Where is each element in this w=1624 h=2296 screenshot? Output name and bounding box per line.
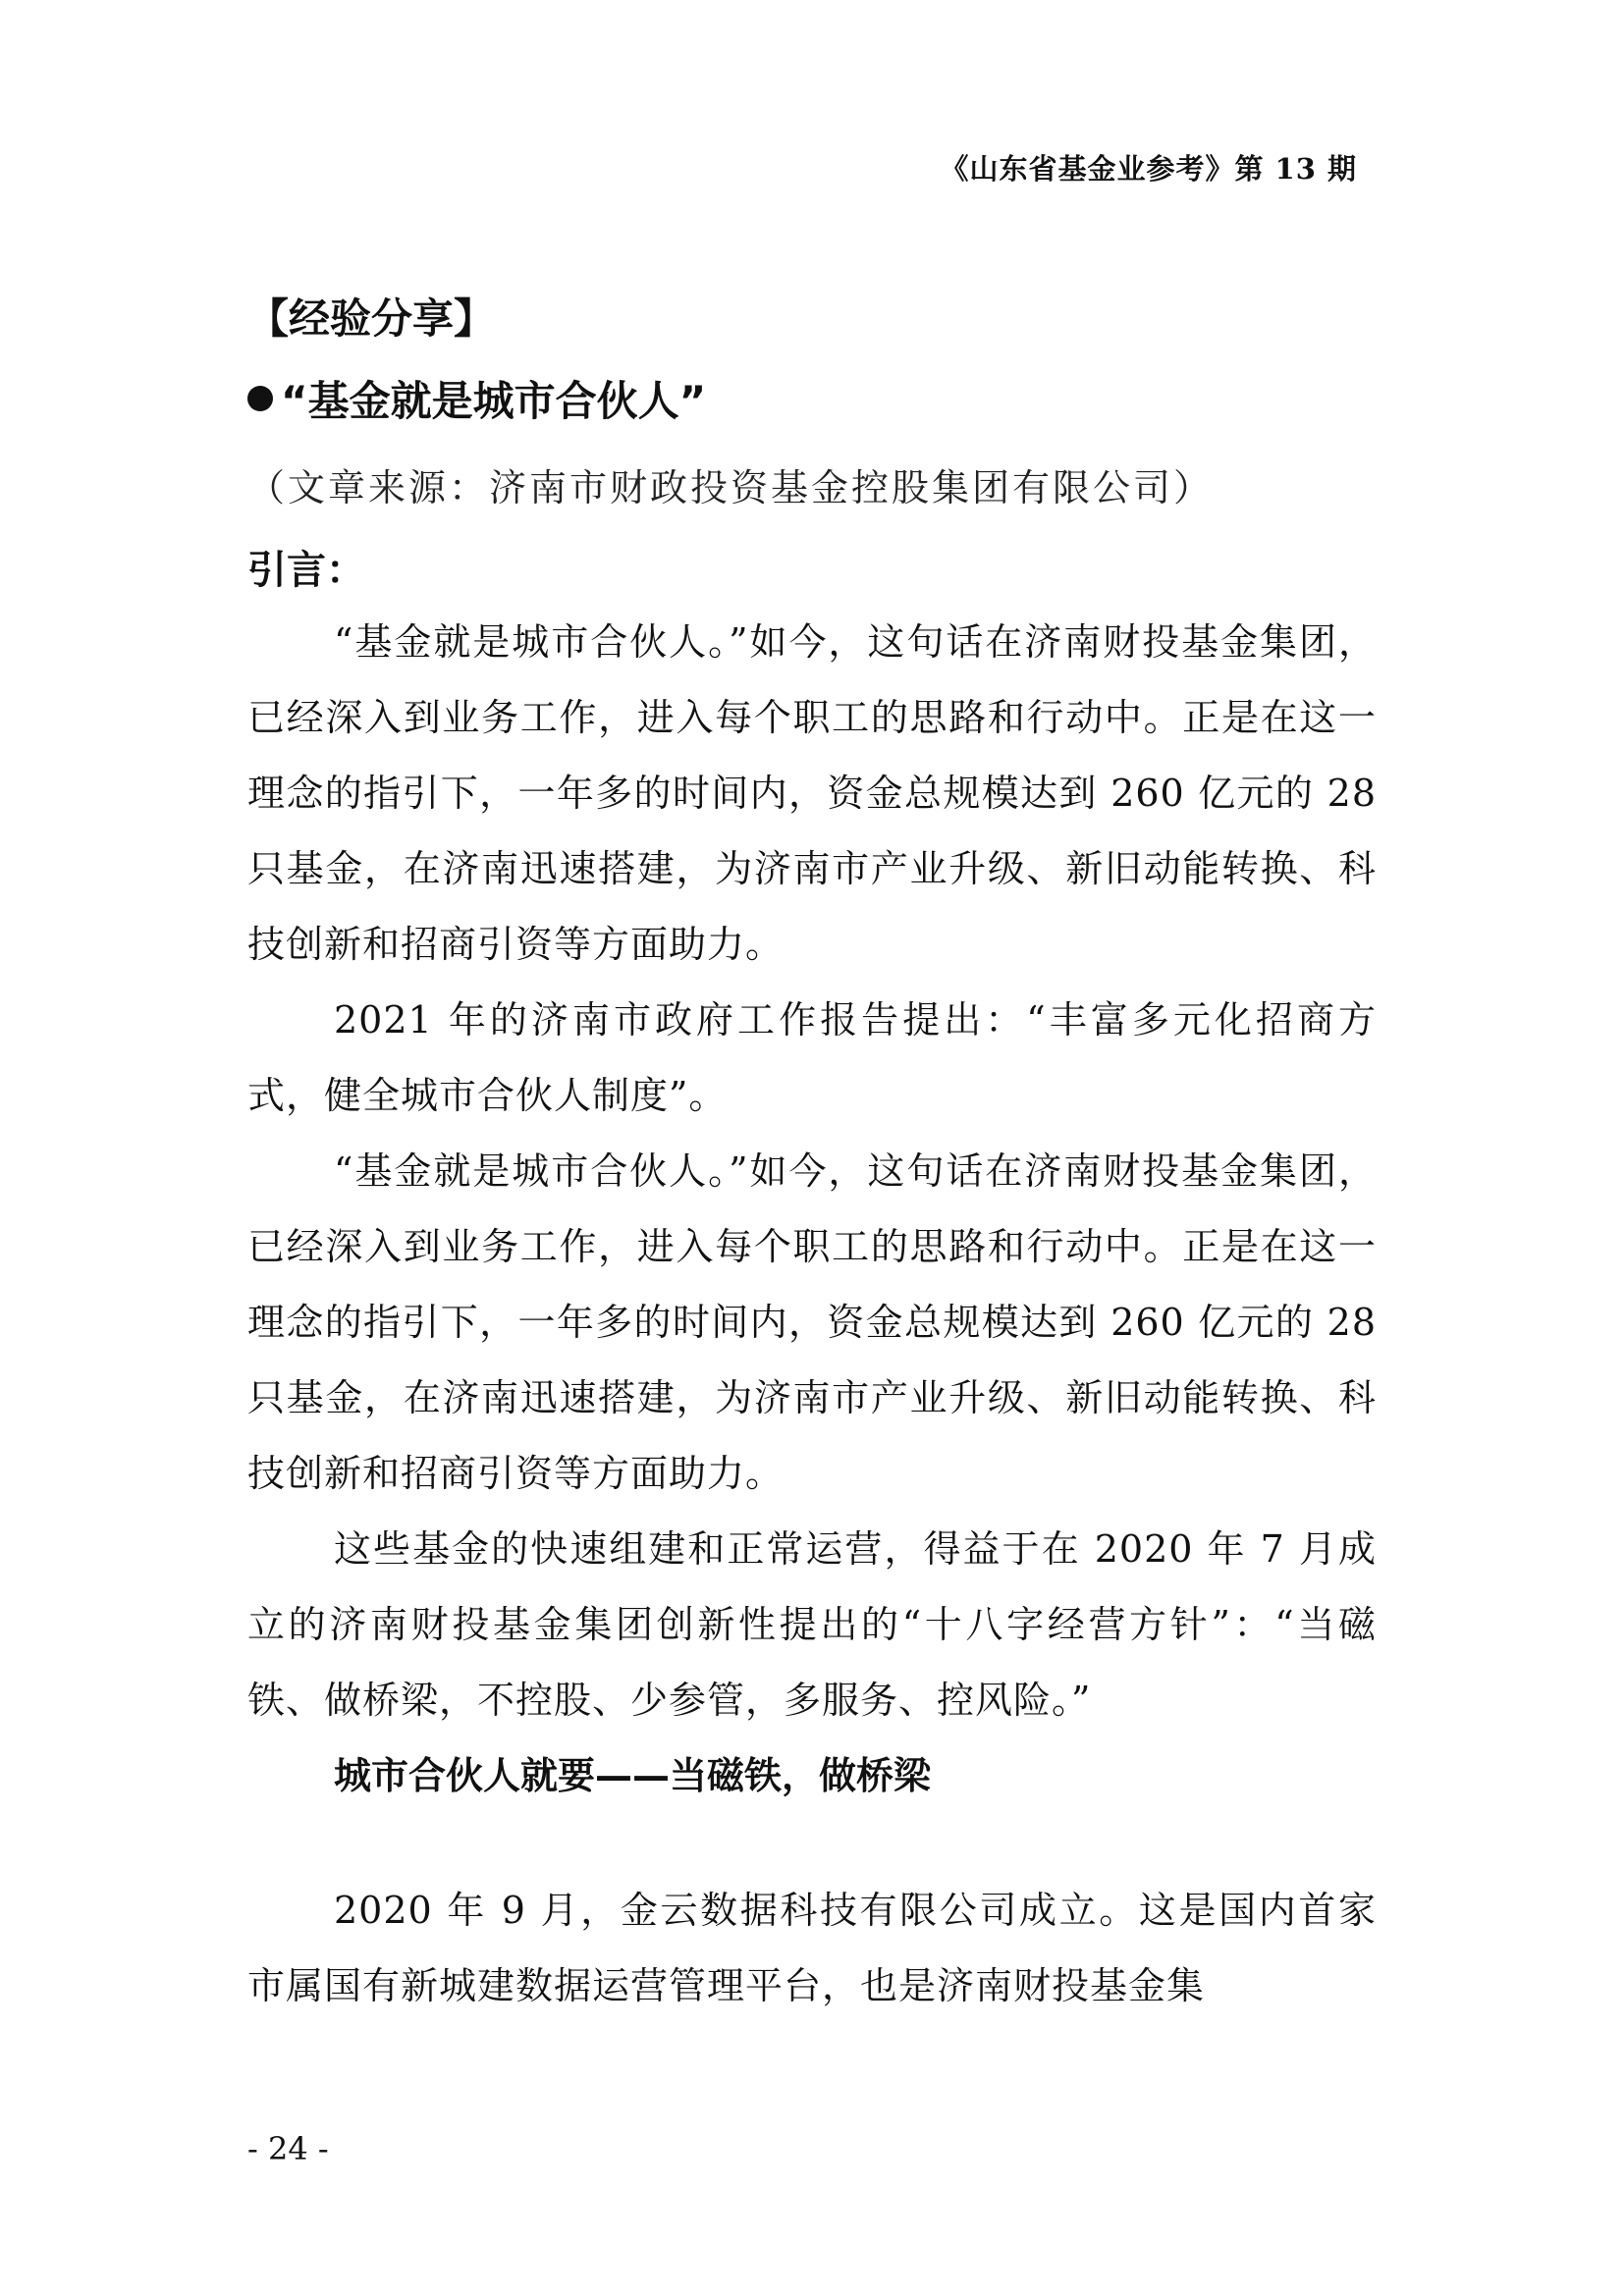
article-title-line	[247, 367, 1377, 436]
intro-label: 引言：	[247, 548, 365, 593]
body-paragraph: 2021 年的济南市政府工作报告提出：“丰富多元化招商方式，健全城市合伙人制度”。	[247, 998, 1377, 1117]
body-paragraph: “基金就是城市合伙人。”如今，这句话在济南财投基金集团，已经深入到业务工作，进入每个职工的思路和行动中。正是在这一理念的指引下，一年多的时间内，资金总规模达到 260 亿元的 28 只基金，在济南迅速搭建，为济南市产业升级、新旧动能转换、科技创新和招商引资等方面助力。	[247, 620, 1377, 966]
page-content	[247, 285, 1377, 2024]
section-tag: 【经验分享】	[247, 294, 496, 343]
bullet-icon	[247, 386, 273, 411]
section-subheading: 城市合伙人就要——当磁铁，做桥梁	[334, 1754, 932, 1797]
article-source: （文章来源：济南市财政投资基金控股集团有限公司）	[247, 466, 1215, 509]
page-number: - 24 -	[247, 2130, 329, 2167]
body-paragraph: 这些基金的快速组建和正常运营，得益于在 2020 年 7 月成立的济南财投基金集团创新性提出的“十八字经营方针”：“当磁铁、做桥梁，不控股、少参管，多服务、控风险。”	[247, 1527, 1377, 1722]
article-title: “基金就是城市合伙人”	[281, 377, 707, 425]
running-header: 《山东省基金业参考》第 13 期	[940, 152, 1357, 186]
body-paragraph: “基金就是城市合伙人。”如今，这句话在济南财投基金集团，已经深入到业务工作，进入每个职工的思路和行动中。正是在这一理念的指引下，一年多的时间内，资金总规模达到 260 亿元的 28 只基金，在济南迅速搭建，为济南市产业升级、新旧动能转换、科技创新和招商引资等方面助力。	[247, 1149, 1377, 1495]
body-paragraph: 2020 年 9 月，金云数据科技有限公司成立。这是国内首家市属国有新城建数据运营管理平台，也是济南财投基金集	[247, 1889, 1377, 2007]
